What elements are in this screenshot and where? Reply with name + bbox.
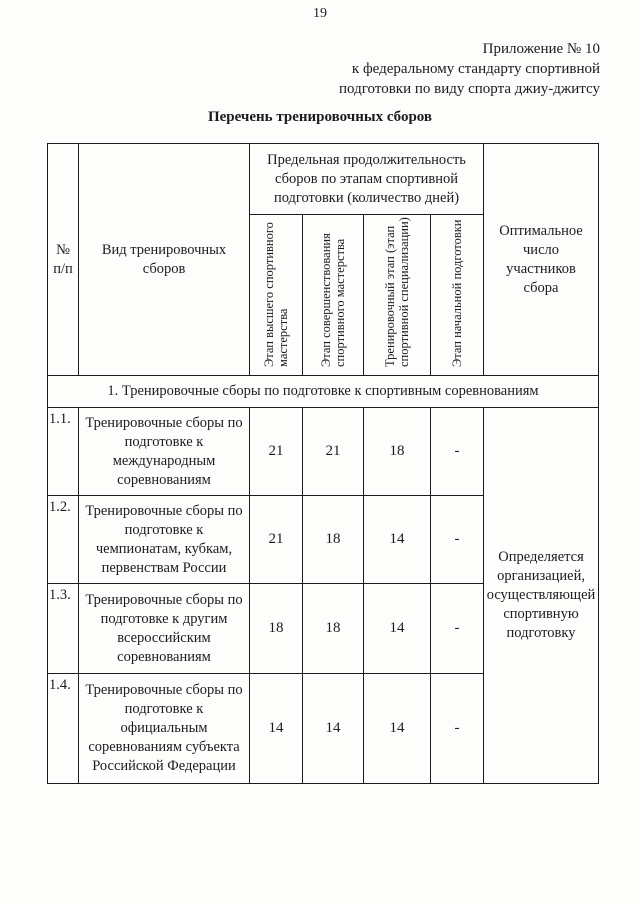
- value-stage-training: 14: [364, 496, 431, 584]
- value-stage-higher: 18: [250, 584, 303, 674]
- header-stage-improvement-cell: [303, 215, 364, 376]
- header-stage-training: Тренировочный этап (этап спортивной специализации): [383, 217, 411, 367]
- header-camp-type: Вид тренировочных сборов: [79, 144, 250, 376]
- value-stage-higher: 21: [250, 496, 303, 584]
- header-participants: Оптимальное число участников сбора: [484, 144, 599, 376]
- value-stage-initial: -: [431, 496, 484, 584]
- value-stage-training: 18: [364, 408, 431, 496]
- row-number: 1.3.: [48, 584, 79, 674]
- header-stage-higher-cell: [250, 215, 303, 376]
- appendix-header: [339, 39, 600, 99]
- header-num: № п/п: [48, 144, 79, 376]
- value-stage-higher: 14: [250, 674, 303, 784]
- row-camp-type: Тренировочные сборы по подготовке к официальным соревнованиям субъекта Российской Федерации: [79, 674, 250, 784]
- value-stage-training: 14: [364, 674, 431, 784]
- value-stage-initial: -: [431, 674, 484, 784]
- value-stage-improvement: 14: [303, 674, 364, 784]
- header-stage-initial-cell: [431, 215, 484, 376]
- value-stage-higher: 21: [250, 408, 303, 496]
- participants-value: Определяется организацией, осуществляющей спортивную подготовку: [484, 408, 599, 784]
- training-camps-table: [47, 143, 599, 784]
- value-stage-training: 14: [364, 584, 431, 674]
- section-heading: 1. Тренировочные сборы по подготовке к спортивным соревнованиям: [48, 376, 599, 408]
- value-stage-improvement: 18: [303, 584, 364, 674]
- value-stage-improvement: 18: [303, 496, 364, 584]
- value-stage-initial: -: [431, 584, 484, 674]
- row-number: 1.2.: [48, 496, 79, 584]
- appendix-line-2: к федеральному стандарту спортивной: [351, 61, 600, 77]
- appendix-line-3: подготовки по виду спорта джиу-джитсу: [339, 81, 600, 97]
- row-camp-type: Тренировочные сборы по подготовке к международным соревнованиям: [79, 408, 250, 496]
- row-camp-type: Тренировочные сборы по подготовке к чемпионатам, кубкам, первенствам России: [79, 496, 250, 584]
- header-stage-improvement: Этап совершенствования спортивного мастерства: [319, 233, 347, 367]
- header-stage-initial: Этап начальной подготовки: [450, 219, 464, 367]
- header-stage-higher: Этап высшего спортивного мастерства: [262, 222, 290, 367]
- header-stage-training-cell: [364, 215, 431, 376]
- page-number: 19: [313, 6, 327, 21]
- table-row: [48, 408, 599, 496]
- document-title: Перечень тренировочных сборов: [207, 109, 433, 125]
- row-number: 1.1.: [48, 408, 79, 496]
- header-duration: Предельная продолжительность сборов по этапам спортивной подготовки (количество дней): [250, 144, 484, 215]
- header-row-1: [48, 144, 599, 215]
- value-stage-improvement: 21: [303, 408, 364, 496]
- appendix-line-1: Приложение № 10: [482, 41, 600, 57]
- row-number: 1.4.: [48, 674, 79, 784]
- value-stage-initial: -: [431, 408, 484, 496]
- section-row: [48, 376, 599, 408]
- row-camp-type: Тренировочные сборы по подготовке к другим всероссийским соревнованиям: [79, 584, 250, 674]
